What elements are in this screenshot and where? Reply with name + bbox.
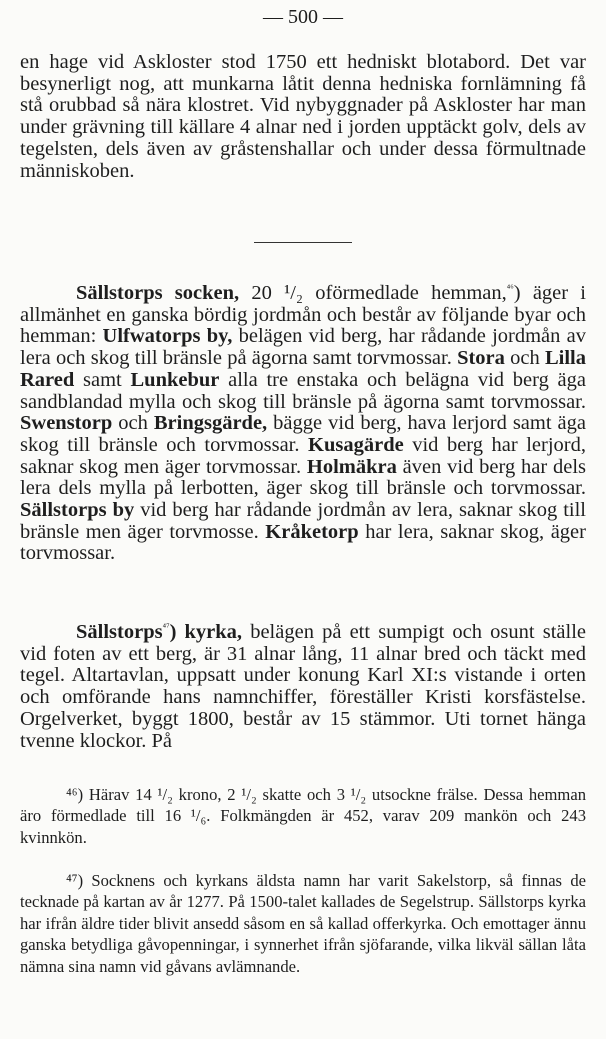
heading-kyrka: ) kyrka, (169, 621, 243, 643)
text-span: samt (74, 368, 131, 391)
place-bringsgarde: Bringsgärde, (153, 412, 268, 435)
paragraph-kyrka (20, 622, 586, 752)
place-ulfwatorps: Ulfwatorps by, (102, 325, 233, 348)
text-span: vid berg har rådande jordmån av lera, saknar skog till bränsle men äger torvmosse. (20, 499, 586, 543)
place-holmakra: Holmäkra (306, 455, 397, 478)
page-number: — 500 — (263, 6, 343, 28)
place-lilla-rared: Lilla Rared (20, 347, 586, 391)
footnote-ref-46: ⁴⁶ (506, 283, 514, 295)
footnote-46: ⁴⁶) Härav 14 ¹/₂ krono, 2 ¹/₂ skatte och 3 ¹/₂ utsockne frälse. Dessa hemman äro förmedlade till 16 ¹/₆. Folkmängden är 452, varav 209 mankön och 243 kvinnkön. (20, 785, 586, 847)
place-stora: Stora (457, 347, 505, 370)
heading-sallstorps: Sällstorps (76, 621, 163, 643)
section-divider (254, 242, 352, 243)
text-span: 20 ¹/₂ oförmedlade hemman, (239, 282, 507, 304)
paragraph-askloster: en hage vid Askloster stod 1750 ett hedniskt blotabord. Det var besynerligt nog, att munkarna låtit denna hedniska fornlämning få stå orubbad så nära klostret. Vid nybyggnader på Askloster har man under grävning till källare 4 alnar ned i jorden upptäckt golv, dels av tegelsten, dels även av gråstenshallar och under dessa förmultnade människoben. (20, 51, 586, 182)
paragraph-sallstorps-socken (20, 283, 586, 565)
text-span: och (112, 412, 154, 435)
place-kraketorp: Kråketorp (265, 520, 359, 543)
place-swenstorp: Swenstorp (20, 412, 113, 435)
text-span: och (504, 347, 545, 370)
text-span: även vid berg har dels lera dels mylla på lerbotten, äger skog till bränsle och torvmossar. (20, 455, 586, 500)
place-sallstorps-by: Sällstorps by (20, 499, 135, 522)
place-lunkebur: Lunkebur (130, 368, 220, 391)
text-span: alla tre enstaka och belägna vid berg äga sandblandad mylla och skog till bränsle på ägorna samt torvmossar. (20, 368, 586, 413)
text-span: ) äger i allmänhet en ganska bördig jordmån och består av följande byar och hemman: (20, 282, 587, 348)
place-kusagarde: Kusagärde (308, 433, 404, 456)
footnote-ref-47: ⁴⁷ (162, 622, 170, 634)
text-span: har lera, saknar skog, äger torvmossar. (20, 520, 586, 565)
footnote-47: ⁴⁷) Socknens och kyrkans äldsta namn har varit Sakelstorp, så finnas de tecknade på kartan av år 1277. På 1500-talet kallades de Segelstrup. Sällstorps kyrka har ifrån äldre tider blivit ansedd såsom en så kallad offerkyrka. Och emottager ännu ganska betydliga gåvopenningar, i synnerhet ifrån sjöfarande, vilka likväl sällan låta nämna sina namn vid gåvans avlämnande. (20, 871, 586, 976)
text-span: vid berg har lerjord, saknar skog men äger torvmossar. (20, 433, 586, 478)
text-span: belägen vid berg, har rådande jordmån av lera och skog till bränsle på ägorna samt torvmossar. (20, 325, 586, 370)
text-span: bägge vid berg, hava lerjord samt äga skog till bränsle och torvmossar. (20, 412, 586, 456)
heading-sallstorps-socken: Sällstorps socken, (76, 282, 240, 304)
text-span: belägen på ett sumpigt och osunt ställe vid foten av ett berg, är 31 alnar lång, 11 alnar bred och täckt med tegel. Altartavlan, uppsatt under konung Karl XI:s vistande i orten och omförande hans namnchiffer, föreställer Kristi korsfästelse. Orgelverket, byggt 1800, består av 15 stämmor. Uti tornet hänga tvenne klockor. På (20, 621, 586, 752)
